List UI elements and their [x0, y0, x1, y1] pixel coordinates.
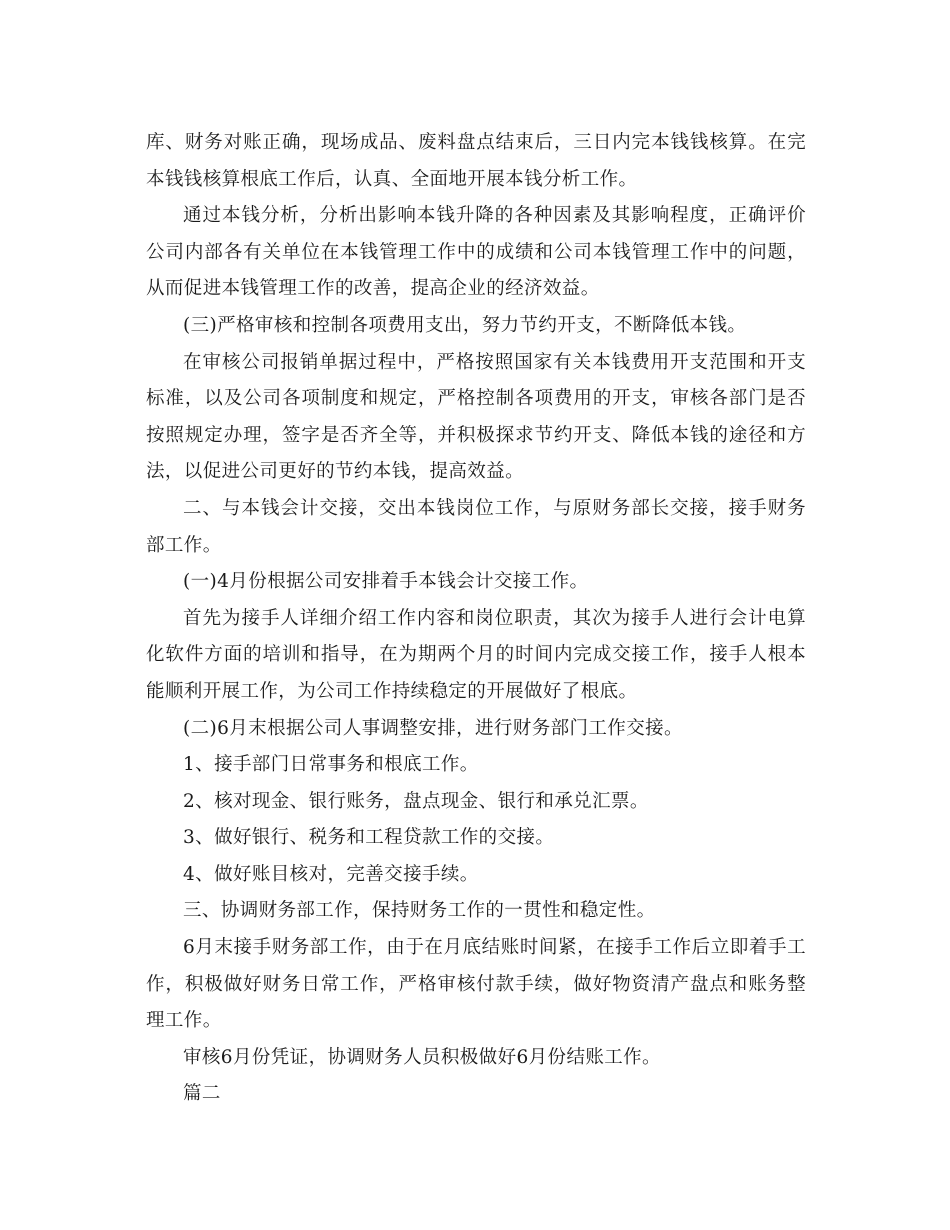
section-heading: 二、与本钱会计交接，交出本钱岗位工作，与原财务部长交接，接手财务部工作。: [146, 497, 806, 556]
paragraph-continued: 库、财务对账正确，现场成品、废料盘点结束后，三日内完本钱钱核算。在完本钱钱核算根底工作后，认真、全面地开展本钱分析工作。: [146, 132, 806, 190]
paragraph: 通过本钱分析，分析出影响本钱升降的各种因素及其影响程度，正确评价公司内部各有关单位在本钱管理工作中的成绩和公司本钱管理工作中的问题，从而促进本钱管理工作的改善，提高企业的经济效益。: [146, 205, 806, 300]
paragraph: 审核6月份凭证，协调财务人员积极做好6月份结账工作。: [183, 1046, 661, 1068]
section-heading: (一)4月份根据公司安排着手本钱会计交接工作。: [183, 571, 589, 593]
section-heading: 三、协调财务部工作，保持财务工作的一贯性和稳定性。: [183, 900, 656, 922]
section-heading: (二)6月末根据公司人事调整安排，进行财务部门工作交接。: [183, 717, 683, 739]
list-item: 4、做好账目核对，完善交接手续。: [183, 863, 479, 885]
section-heading: (三)严格审核和控制各项费用支出，努力节约开支，不断降低本钱。: [183, 314, 747, 336]
document-body: [146, 125, 806, 1113]
paragraph: 6月末接手财务部工作，由于在月底结账时间紧，在接手工作后立即着手工作，积极做好财务日常工作，严格审核付款手续，做好物资清产盘点和账务整理工作。: [146, 937, 806, 1032]
part-heading: 篇二: [183, 1083, 221, 1105]
paragraph: 在审核公司报销单据过程中，严格按照国家有关本钱费用开支范围和开支标准，以及公司各项制度和规定，严格控制各项费用的开支，审核各部门是否按照规定办理，签字是否齐全等，并积极探求节约开支、降低本钱的途径和方法，以促进公司更好的节约本钱，提高效益。: [146, 351, 806, 483]
list-item: 1、接手部门日常事务和根底工作。: [183, 754, 479, 776]
paragraph: 首先为接手人详细介绍工作内容和岗位职责，其次为接手人进行会计电算化软件方面的培训和指导，在为期两个月的时间内完成交接工作，接手人根本能顺利开展工作，为公司工作持续稳定的开展做好了根底。: [146, 607, 806, 702]
list-item: 3、做好银行、税务和工程贷款工作的交接。: [183, 827, 555, 849]
list-item: 2、核对现金、银行账务，盘点现金、银行和承兑汇票。: [183, 790, 649, 812]
